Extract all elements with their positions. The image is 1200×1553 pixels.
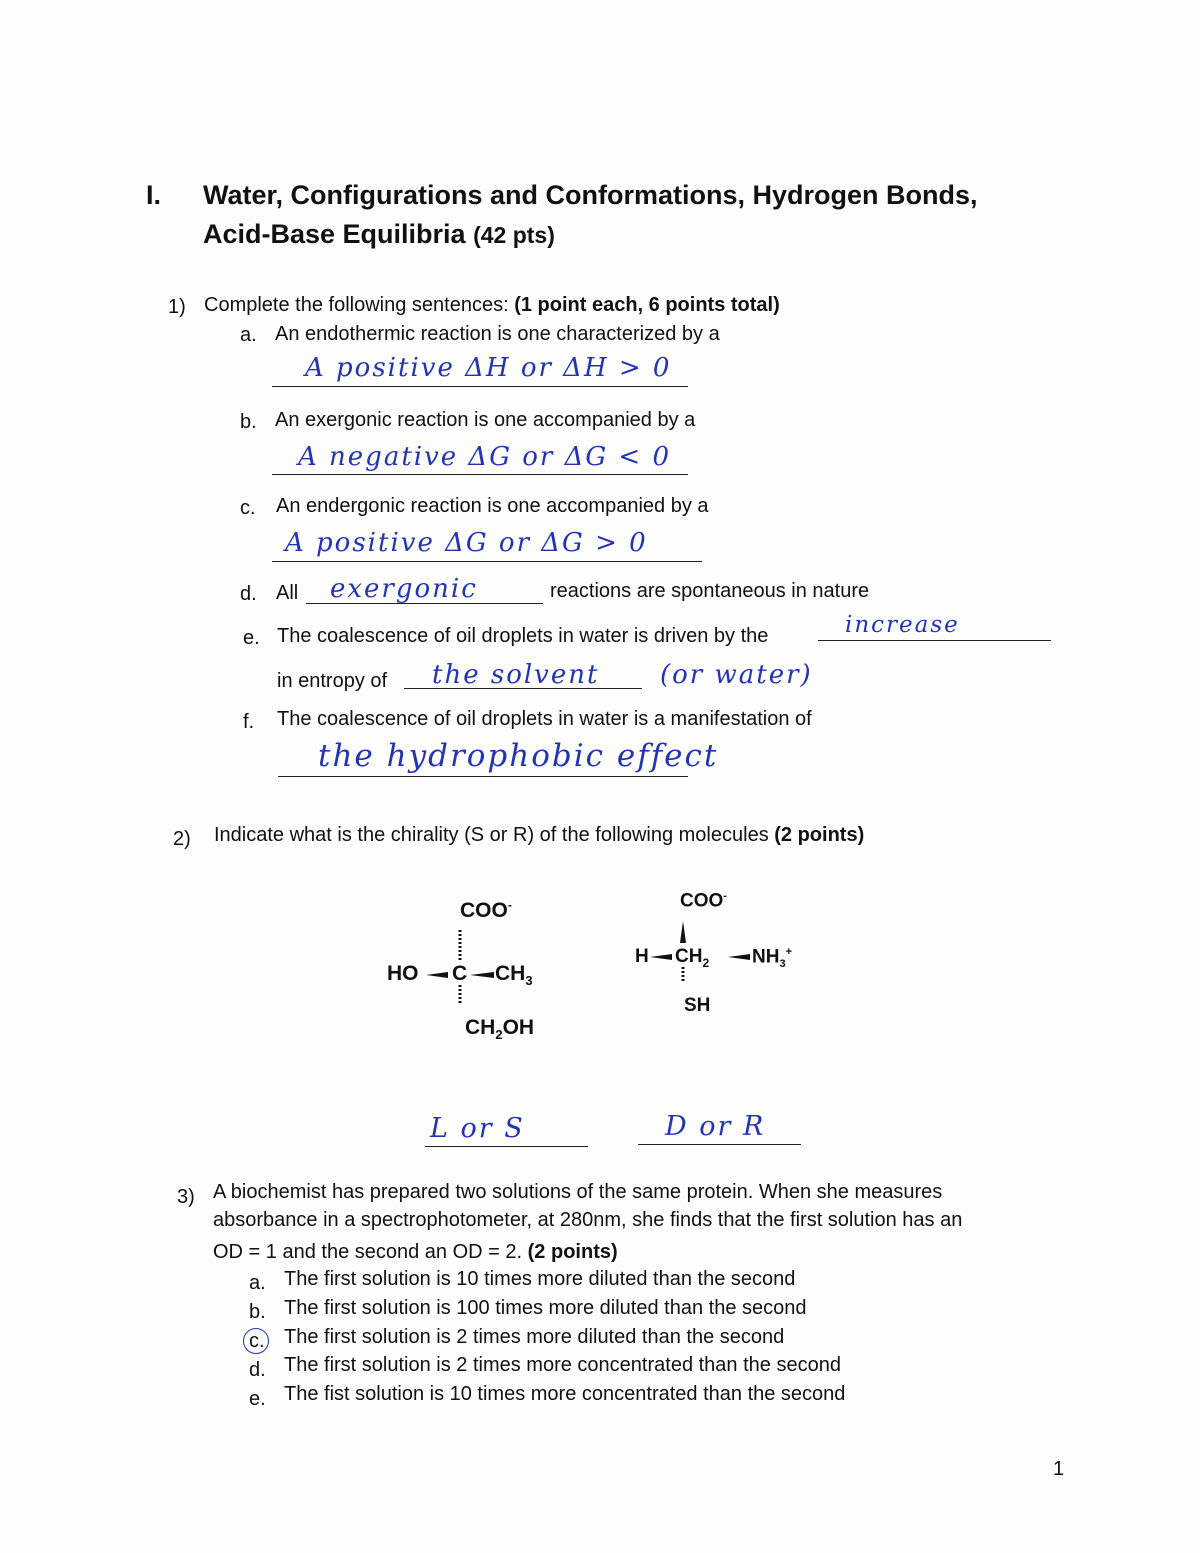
q3-option-b-text: The first solution is 100 times more diluted than the second <box>284 1297 807 1319</box>
q2-prompt-text: Indicate what is the chirality (S or R) of the following molecules <box>214 824 775 846</box>
q1a-answer: A positive ΔH or ΔH > 0 <box>305 353 672 383</box>
q3-option-d-letter: d. <box>249 1359 266 1381</box>
q1c-text: An endergonic reaction is one accompanied by a <box>276 495 709 517</box>
q3-line3 <box>213 1241 618 1264</box>
q1e-answer-line <box>818 640 1051 641</box>
mol2-top <box>680 890 727 912</box>
q1d-text-pre: All <box>276 582 299 604</box>
q1d-letter: d. <box>240 583 257 605</box>
mol1-top-label: COO <box>460 899 508 922</box>
q3-number: 3) <box>177 1186 195 1208</box>
mol2-right-sub: 3 <box>779 958 786 971</box>
q2-answer1: L or S <box>430 1113 525 1144</box>
page-number: 1 <box>1053 1458 1065 1480</box>
mol2-right-label: NH <box>752 946 780 968</box>
q2-number: 2) <box>173 828 191 850</box>
mol2-right-charge: + <box>785 946 793 958</box>
q2-answer2: D or R <box>665 1111 766 1142</box>
q3-line1: A biochemist has prepared two solutions of the same protein. When she measures <box>213 1181 943 1203</box>
q1e-answer2b: (or water) <box>660 660 813 690</box>
q1e-answer2: the solvent <box>432 660 600 690</box>
q1f-text: The coalescence of oil droplets in water is a manifestation of <box>277 708 812 730</box>
section-title-line1: Water, Configurations and Conformations, Hydrogen Bonds, <box>203 180 978 210</box>
q1e-text2: in entropy of <box>277 670 388 692</box>
q3-option-d-text: The first solution is 2 times more concentrated than the second <box>284 1354 841 1376</box>
mol1-top <box>460 898 512 923</box>
q1f-letter: f. <box>243 711 255 733</box>
q1-prompt <box>204 294 780 317</box>
mol1-bottom-label: CH <box>465 1016 496 1039</box>
q1b-answer-line <box>272 474 688 475</box>
q1e-letter: e. <box>243 627 260 649</box>
mol1-top-charge: - <box>507 898 512 912</box>
mol1-right-label: CH <box>495 962 526 985</box>
q3-option-c-letter: c. <box>249 1330 265 1352</box>
q2-answer2-line <box>638 1144 801 1145</box>
section-title-line2 <box>203 219 555 250</box>
mol1-bottom <box>465 1016 534 1042</box>
q3-option-c-text: The first solution is 2 times more diluted than the second <box>284 1326 785 1348</box>
q1a-text: An endothermic reaction is one characterized by a <box>275 323 720 345</box>
mol2-top-label: COO <box>680 890 724 912</box>
mol2-left: H <box>635 946 649 967</box>
mol1-bottom-tail: OH <box>502 1016 535 1039</box>
mol2-center-sub: 2 <box>702 955 710 970</box>
q3-line2: absorbance in a spectrophotometer, at 280nm, she finds that the first solution has an <box>213 1209 963 1231</box>
q2-prompt-points: (2 points) <box>774 824 865 846</box>
q1f-answer: the hydrophobic effect <box>318 738 719 774</box>
q3-option-e-text: The fist solution is 10 times more concentrated than the second <box>284 1383 846 1405</box>
q1-prompt-text: Complete the following sentences: <box>204 294 515 316</box>
q1e-answer: increase <box>845 612 960 638</box>
section-points: (42 pts) <box>473 222 555 248</box>
q1b-answer: A negative ΔG or ΔG < 0 <box>298 442 671 472</box>
q1a-answer-line <box>272 386 688 387</box>
q1c-letter: c. <box>240 497 256 519</box>
mol2-top-charge: - <box>723 890 727 902</box>
q1c-answer: A positive ΔG or ΔG > 0 <box>285 528 648 558</box>
q3-option-a-text: The first solution is 10 times more diluted than the second <box>284 1268 796 1290</box>
q1a-letter: a. <box>240 324 257 346</box>
q3-line3-text: OD = 1 and the second an OD = 2. <box>213 1241 528 1263</box>
mol1-right <box>495 962 533 988</box>
q1-number: 1) <box>168 296 186 318</box>
q1b-letter: b. <box>240 411 257 433</box>
q3-line3-points: (2 points) <box>527 1241 618 1263</box>
q3-option-a-letter: a. <box>249 1272 266 1294</box>
section-numeral: I. <box>146 180 162 210</box>
mol2-right <box>752 946 792 970</box>
q1b-text: An exergonic reaction is one accompanied by a <box>275 409 696 431</box>
mol1-bottom-sub: 2 <box>495 1027 503 1043</box>
mol1-center: C <box>452 962 468 985</box>
q3-option-b-letter: b. <box>249 1301 266 1323</box>
mol2-center-label: CH <box>675 946 703 967</box>
q1f-answer-line <box>278 776 688 777</box>
q1e-text: The coalescence of oil droplets in water is driven by the <box>277 625 769 647</box>
mol2-center <box>675 946 709 970</box>
q3-option-e-letter: e. <box>249 1388 266 1410</box>
q1c-answer-line <box>272 561 702 562</box>
mol1-right-sub: 3 <box>525 973 533 989</box>
q2-answer1-line <box>425 1146 588 1147</box>
mol1-left: HO <box>387 962 419 985</box>
q1d-answer: exergonic <box>330 574 478 604</box>
section-title-text: Acid-Base Equilibria <box>203 219 466 249</box>
q2-prompt <box>214 824 864 847</box>
q1-prompt-points: (1 point each, 6 points total) <box>514 294 780 316</box>
mol2-bottom: SH <box>684 995 711 1016</box>
q1d-text-post: reactions are spontaneous in nature <box>550 580 870 602</box>
